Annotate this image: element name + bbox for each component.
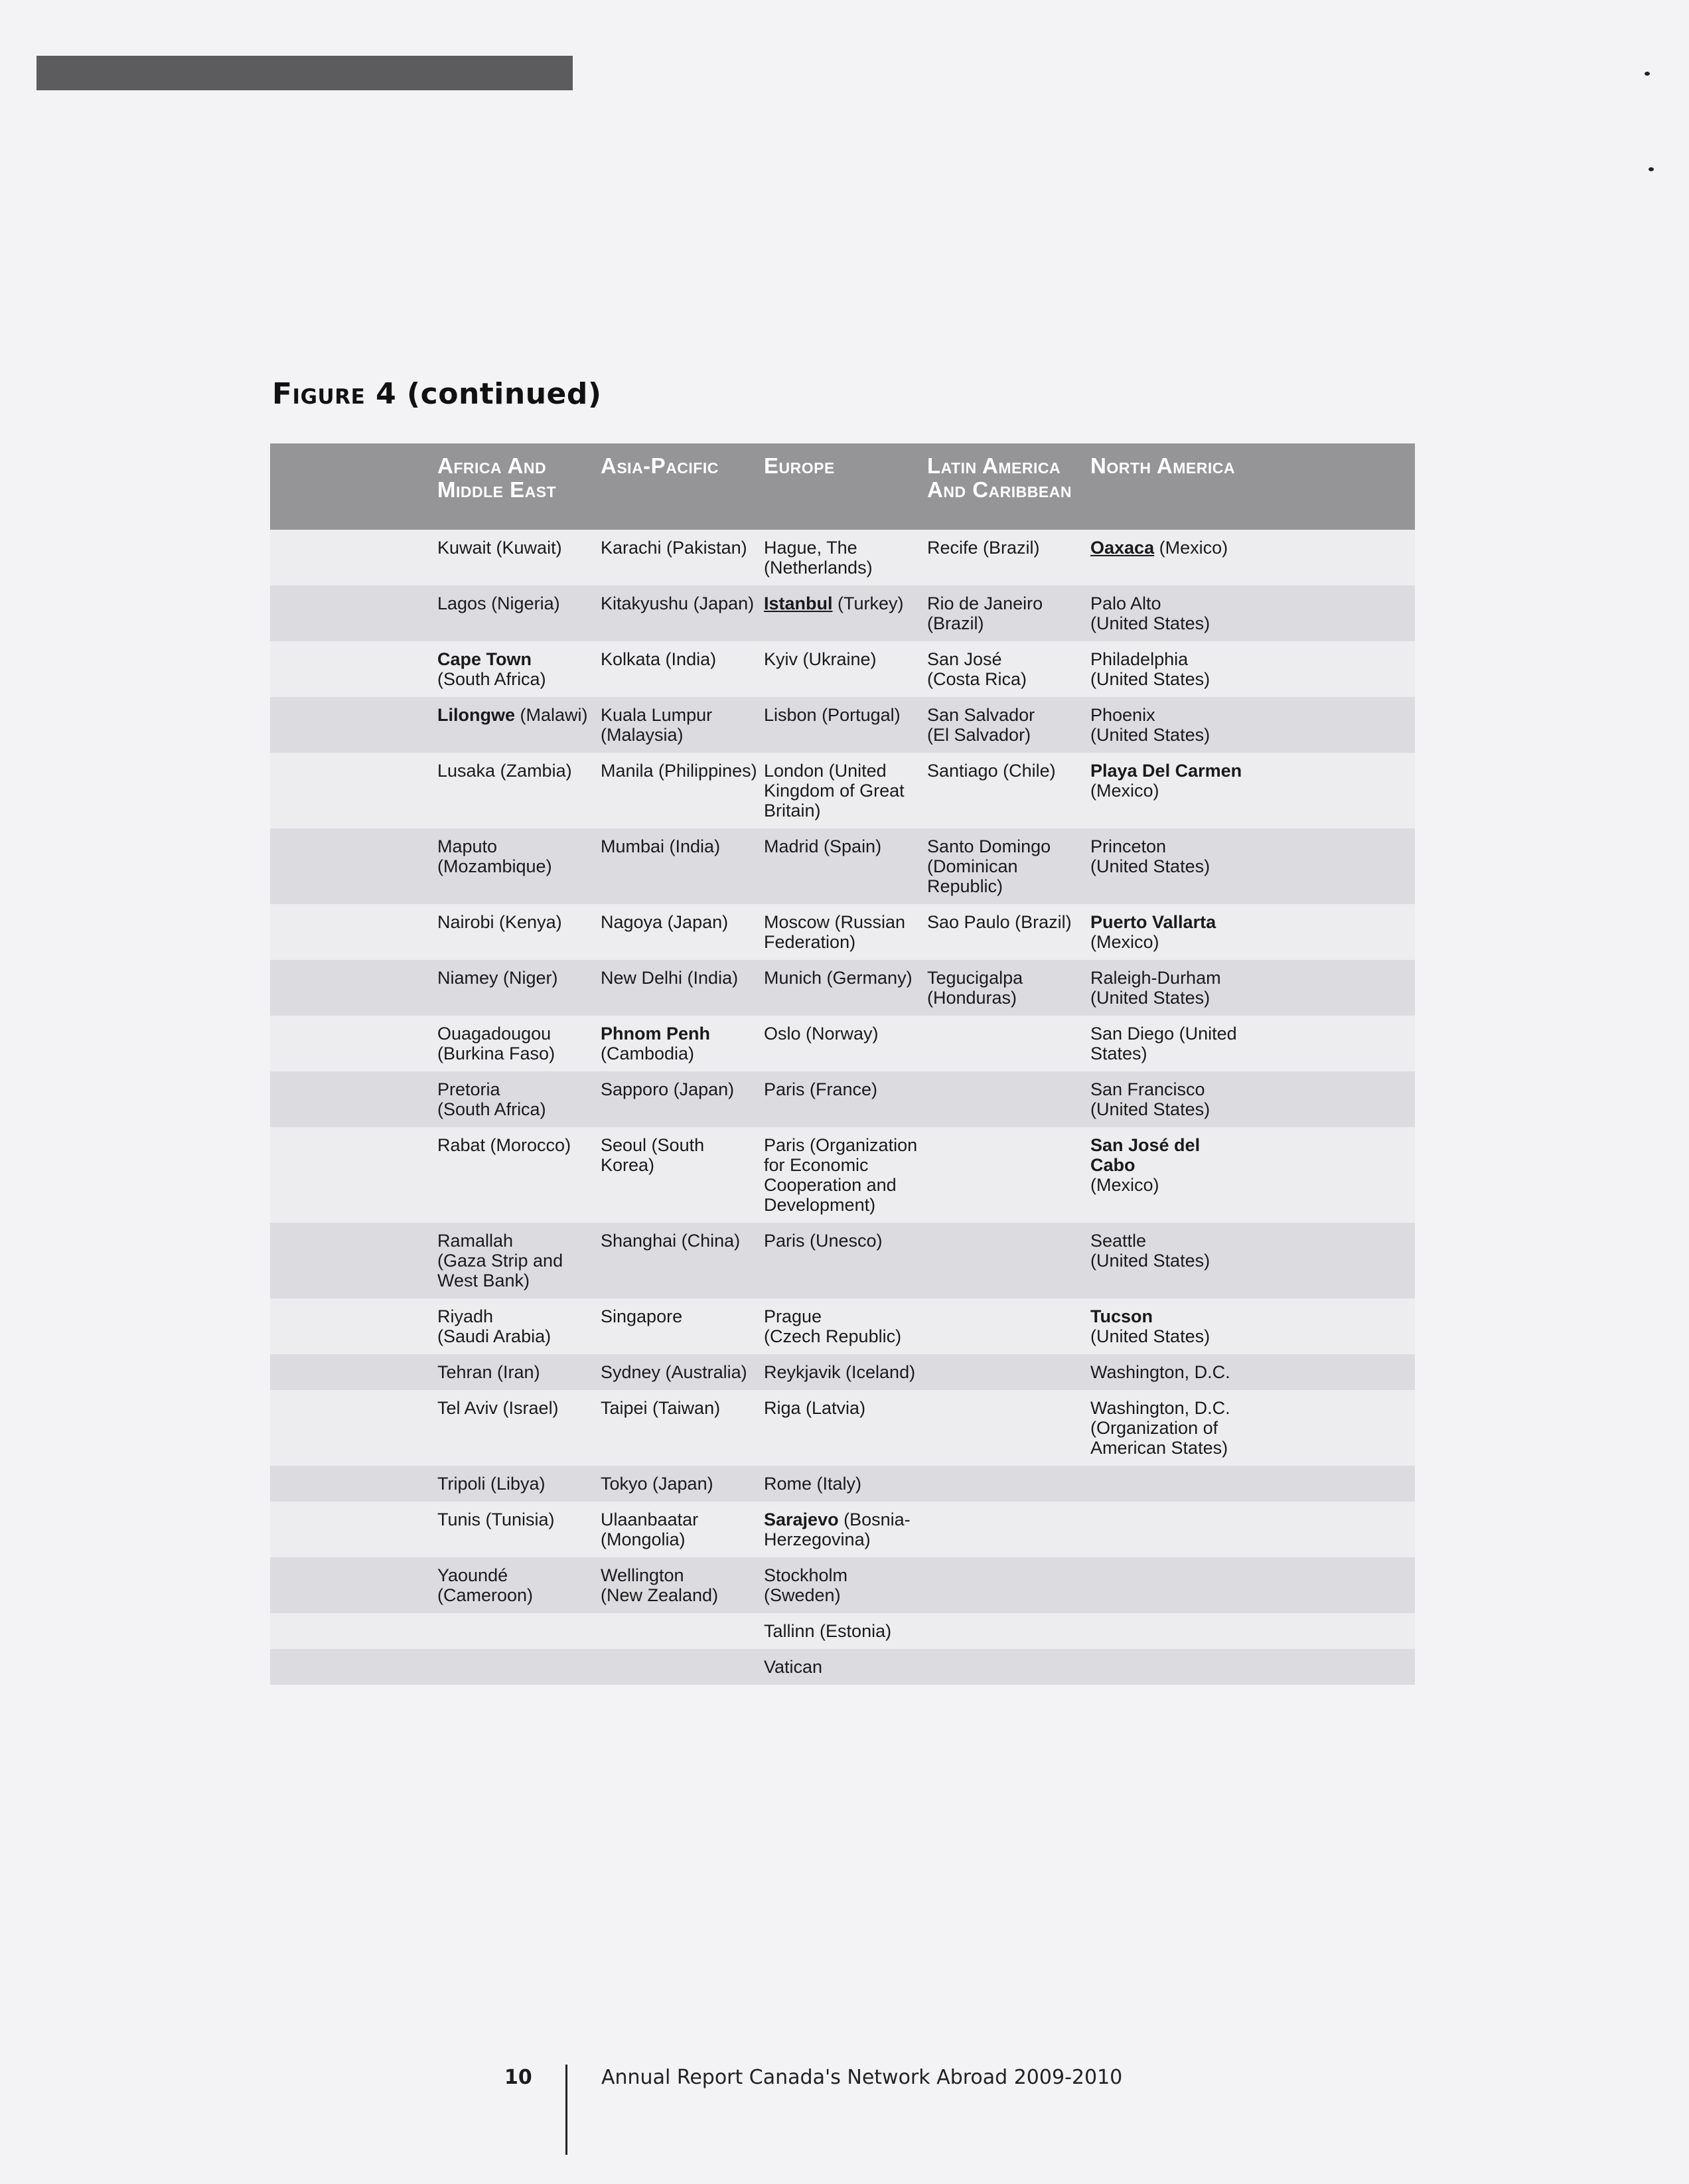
cell-north-america	[1090, 753, 1254, 828]
row-tail	[1254, 1502, 1415, 1557]
row-spacer	[270, 960, 437, 1016]
cell-asia-pacific: Sapporo (Japan)	[601, 1071, 764, 1127]
highlighted-city: Tucson	[1090, 1306, 1153, 1326]
cell-europe: Paris (Unesco)	[764, 1223, 927, 1298]
cell-latin-america-caribbean	[927, 1071, 1090, 1127]
cell-europe: Hague, The (Netherlands)	[764, 530, 927, 585]
table-row	[270, 753, 1415, 828]
cell-north-america	[1090, 904, 1254, 960]
cell-north-america: Phoenix (United States)	[1090, 697, 1254, 753]
row-tail	[1254, 641, 1415, 697]
cell-asia-pacific: Karachi (Pakistan)	[601, 530, 764, 585]
highlighted-city: Phnom Penh	[601, 1024, 711, 1044]
cell-africa-middle-east: Riyadh (Saudi Arabia)	[437, 1298, 601, 1354]
cell-latin-america-caribbean: Sao Paulo (Brazil)	[927, 904, 1090, 960]
row-spacer	[270, 1127, 437, 1223]
cell-latin-america-caribbean	[927, 1613, 1090, 1649]
cell-africa-middle-east: Tehran (Iran)	[437, 1354, 601, 1390]
table-row	[270, 697, 1415, 753]
publication-title: Annual Report Canada's Network Abroad 2009-2010	[601, 2066, 1123, 2089]
cell-africa-middle-east	[437, 641, 601, 697]
row-spacer	[270, 1613, 437, 1649]
cell-north-america	[1090, 1557, 1254, 1613]
cell-latin-america-caribbean	[927, 1298, 1090, 1354]
cell-europe: Paris (France)	[764, 1071, 927, 1127]
row-tail	[1254, 1613, 1415, 1649]
cell-latin-america-caribbean	[927, 1557, 1090, 1613]
cell-north-america	[1090, 1649, 1254, 1685]
cell-europe: Tallinn (Estonia)	[764, 1613, 927, 1649]
cell-europe: Moscow (Russian Federation)	[764, 904, 927, 960]
row-spacer	[270, 641, 437, 697]
cell-latin-america-caribbean	[927, 1390, 1090, 1466]
cell-europe: Kyiv (Ukraine)	[764, 641, 927, 697]
cell-north-america	[1090, 1613, 1254, 1649]
highlighted-city: Oaxaca	[1090, 538, 1155, 558]
cell-latin-america-caribbean: San Salvador (El Salvador)	[927, 697, 1090, 753]
cell-asia-pacific: Kitakyushu (Japan)	[601, 585, 764, 641]
city-country: (Turkey)	[832, 593, 904, 613]
cell-africa-middle-east: Tel Aviv (Israel)	[437, 1390, 601, 1466]
row-spacer	[270, 1557, 437, 1613]
row-tail	[1254, 1223, 1415, 1298]
cell-latin-america-caribbean	[927, 1127, 1090, 1223]
row-spacer	[270, 1390, 437, 1466]
cell-latin-america-caribbean	[927, 1223, 1090, 1298]
cell-north-america: Washington, D.C. (Organization of American States)	[1090, 1390, 1254, 1466]
row-spacer	[270, 828, 437, 904]
cell-asia-pacific: Manila (Philippines)	[601, 753, 764, 828]
column-header-africa-middle-east: Africa And Middle East	[437, 443, 601, 530]
cell-europe: Stockholm (Sweden)	[764, 1557, 927, 1613]
row-tail	[1254, 1016, 1415, 1071]
cell-asia-pacific: Shanghai (China)	[601, 1223, 764, 1298]
cell-africa-middle-east: Rabat (Morocco)	[437, 1127, 601, 1223]
table-row	[270, 1071, 1415, 1127]
row-tail	[1254, 1466, 1415, 1502]
cell-africa-middle-east	[437, 1613, 601, 1649]
row-tail	[1254, 904, 1415, 960]
row-spacer	[270, 1502, 437, 1557]
cell-asia-pacific	[601, 1016, 764, 1071]
cell-latin-america-caribbean: Recife (Brazil)	[927, 530, 1090, 585]
cell-europe: Vatican	[764, 1649, 927, 1685]
cell-asia-pacific: Mumbai (India)	[601, 828, 764, 904]
highlighted-city: Lilongwe	[437, 705, 515, 725]
cell-north-america	[1090, 1502, 1254, 1557]
cell-asia-pacific: Taipei (Taiwan)	[601, 1390, 764, 1466]
column-header-north-america: North America	[1090, 443, 1254, 530]
table-row	[270, 904, 1415, 960]
cell-africa-middle-east: Niamey (Niger)	[437, 960, 601, 1016]
cell-europe: Rome (Italy)	[764, 1466, 927, 1502]
row-spacer	[270, 753, 437, 828]
cell-latin-america-caribbean	[927, 1649, 1090, 1685]
column-header-latin-america-caribbean: Latin America And Caribbean	[927, 443, 1090, 530]
cell-asia-pacific	[601, 1649, 764, 1685]
table-row	[270, 1502, 1415, 1557]
cell-europe: Lisbon (Portugal)	[764, 697, 927, 753]
cell-europe: London (United Kingdom of Great Britain)	[764, 753, 927, 828]
cell-asia-pacific: Sydney (Australia)	[601, 1354, 764, 1390]
cell-europe: Paris (Organization for Economic Cooperation and Development)	[764, 1127, 927, 1223]
cell-europe: Riga (Latvia)	[764, 1390, 927, 1466]
cell-asia-pacific: Kolkata (India)	[601, 641, 764, 697]
cell-africa-middle-east: Nairobi (Kenya)	[437, 904, 601, 960]
cell-north-america: Palo Alto (United States)	[1090, 585, 1254, 641]
table-row	[270, 1466, 1415, 1502]
table-row	[270, 1390, 1415, 1466]
cell-africa-middle-east: Tripoli (Libya)	[437, 1466, 601, 1502]
cell-europe	[764, 1502, 927, 1557]
table-row	[270, 641, 1415, 697]
row-spacer	[270, 1223, 437, 1298]
figure-title	[272, 377, 601, 411]
column-header-asia-pacific: Asia-Pacific	[601, 443, 764, 530]
row-tail	[1254, 530, 1415, 585]
row-spacer	[270, 1466, 437, 1502]
cell-africa-middle-east: Ramallah (Gaza Strip and West Bank)	[437, 1223, 601, 1298]
city-country: (United States)	[1090, 1326, 1211, 1346]
cell-asia-pacific: Wellington (New Zealand)	[601, 1557, 764, 1613]
table-row	[270, 1613, 1415, 1649]
cell-latin-america-caribbean	[927, 1466, 1090, 1502]
cell-latin-america-caribbean: Santo Domingo (Dominican Republic)	[927, 828, 1090, 904]
table-row	[270, 1016, 1415, 1071]
row-spacer	[270, 530, 437, 585]
row-tail	[1254, 753, 1415, 828]
table-row	[270, 1127, 1415, 1223]
highlighted-city: Istanbul	[764, 593, 833, 613]
cell-asia-pacific: New Delhi (India)	[601, 960, 764, 1016]
row-spacer	[270, 1354, 437, 1390]
cell-north-america	[1090, 1298, 1254, 1354]
column-header-europe: Europe	[764, 443, 927, 530]
cell-africa-middle-east	[437, 697, 601, 753]
figure-number: 4 (continued)	[376, 377, 602, 411]
cell-asia-pacific: Ulaanbaatar (Mongolia)	[601, 1502, 764, 1557]
cell-africa-middle-east: Kuwait (Kuwait)	[437, 530, 601, 585]
cell-north-america: Washington, D.C.	[1090, 1354, 1254, 1390]
cell-africa-middle-east	[437, 1649, 601, 1685]
cell-europe: Oslo (Norway)	[764, 1016, 927, 1071]
city-country: (Bosnia- Herzegovina)	[764, 1510, 911, 1549]
cell-europe	[764, 585, 927, 641]
row-tail	[1254, 1354, 1415, 1390]
highlighted-city: Sarajevo	[764, 1510, 839, 1529]
table-row	[270, 1354, 1415, 1390]
row-tail	[1254, 1298, 1415, 1354]
cell-latin-america-caribbean: Rio de Janeiro (Brazil)	[927, 585, 1090, 641]
row-tail	[1254, 960, 1415, 1016]
cell-latin-america-caribbean: Santiago (Chile)	[927, 753, 1090, 828]
cell-north-america	[1090, 530, 1254, 585]
header-bar	[37, 56, 573, 90]
row-tail	[1254, 828, 1415, 904]
table-row	[270, 960, 1415, 1016]
highlighted-city: Puerto Vallarta	[1090, 912, 1216, 932]
highlighted-city: San José del Cabo	[1090, 1135, 1201, 1175]
row-spacer	[270, 1071, 437, 1127]
row-spacer	[270, 1298, 437, 1354]
cell-africa-middle-east: Lusaka (Zambia)	[437, 753, 601, 828]
highlighted-city: Cape Town	[437, 649, 532, 669]
cell-africa-middle-east: Pretoria (South Africa)	[437, 1071, 601, 1127]
figure-label: Figure	[272, 377, 366, 411]
city-country: (Mexico)	[1090, 1175, 1159, 1195]
table-row	[270, 1649, 1415, 1685]
row-tail	[1254, 1557, 1415, 1613]
cell-africa-middle-east: Ouagadougou (Burkina Faso)	[437, 1016, 601, 1071]
cell-europe: Reykjavik (Iceland)	[764, 1354, 927, 1390]
cell-north-america: Philadelphia (United States)	[1090, 641, 1254, 697]
cell-africa-middle-east: Tunis (Tunisia)	[437, 1502, 601, 1557]
row-spacer	[270, 1016, 437, 1071]
table-body	[270, 530, 1415, 1685]
cell-europe: Munich (Germany)	[764, 960, 927, 1016]
cell-latin-america-caribbean	[927, 1354, 1090, 1390]
cell-asia-pacific	[601, 1613, 764, 1649]
cell-north-america: Raleigh-Durham (United States)	[1090, 960, 1254, 1016]
cell-europe: Madrid (Spain)	[764, 828, 927, 904]
table-row	[270, 1223, 1415, 1298]
city-country: (Malawi)	[515, 705, 588, 725]
scan-speck	[1645, 72, 1650, 76]
table-row	[270, 585, 1415, 641]
missions-table-wrapper	[270, 443, 1415, 1685]
table-row	[270, 828, 1415, 904]
cell-asia-pacific: Kuala Lumpur (Malaysia)	[601, 697, 764, 753]
cell-asia-pacific: Nagoya (Japan)	[601, 904, 764, 960]
cell-africa-middle-east: Maputo (Mozambique)	[437, 828, 601, 904]
row-spacer	[270, 697, 437, 753]
row-spacer	[270, 1649, 437, 1685]
cell-latin-america-caribbean: Tegucigalpa (Honduras)	[927, 960, 1090, 1016]
header-spacer	[270, 443, 437, 530]
page-number: 10	[504, 2066, 532, 2089]
city-country: (Mexico)	[1090, 781, 1159, 801]
cell-europe: Prague (Czech Republic)	[764, 1298, 927, 1354]
row-tail	[1254, 1649, 1415, 1685]
cell-north-america	[1090, 1466, 1254, 1502]
cell-latin-america-caribbean: San José (Costa Rica)	[927, 641, 1090, 697]
highlighted-city: Playa Del Carmen	[1090, 761, 1242, 781]
cell-north-america	[1090, 1127, 1254, 1223]
cell-africa-middle-east: Yaoundé (Cameroon)	[437, 1557, 601, 1613]
row-tail	[1254, 1127, 1415, 1223]
cell-latin-america-caribbean	[927, 1016, 1090, 1071]
cell-asia-pacific: Tokyo (Japan)	[601, 1466, 764, 1502]
cell-north-america: San Francisco (United States)	[1090, 1071, 1254, 1127]
table-header-row	[270, 443, 1415, 530]
city-country: (Cambodia)	[601, 1044, 695, 1063]
row-tail	[1254, 585, 1415, 641]
cell-north-america: Seattle (United States)	[1090, 1223, 1254, 1298]
city-country: (South Africa)	[437, 669, 546, 689]
row-tail	[1254, 697, 1415, 753]
row-tail	[1254, 1390, 1415, 1466]
cell-asia-pacific: Singapore	[601, 1298, 764, 1354]
table-row	[270, 530, 1415, 585]
footer-divider	[565, 2065, 567, 2155]
row-spacer	[270, 585, 437, 641]
city-country: (Mexico)	[1154, 538, 1228, 558]
table-row	[270, 1557, 1415, 1613]
cell-north-america: San Diego (United States)	[1090, 1016, 1254, 1071]
cell-africa-middle-east: Lagos (Nigeria)	[437, 585, 601, 641]
row-spacer	[270, 904, 437, 960]
scan-speck	[1649, 167, 1654, 171]
row-tail	[1254, 1071, 1415, 1127]
cell-north-america: Princeton (United States)	[1090, 828, 1254, 904]
header-tail	[1254, 443, 1415, 530]
table-row	[270, 1298, 1415, 1354]
city-country: (Mexico)	[1090, 932, 1159, 952]
cell-latin-america-caribbean	[927, 1502, 1090, 1557]
cell-asia-pacific: Seoul (South Korea)	[601, 1127, 764, 1223]
missions-table	[270, 443, 1415, 1685]
